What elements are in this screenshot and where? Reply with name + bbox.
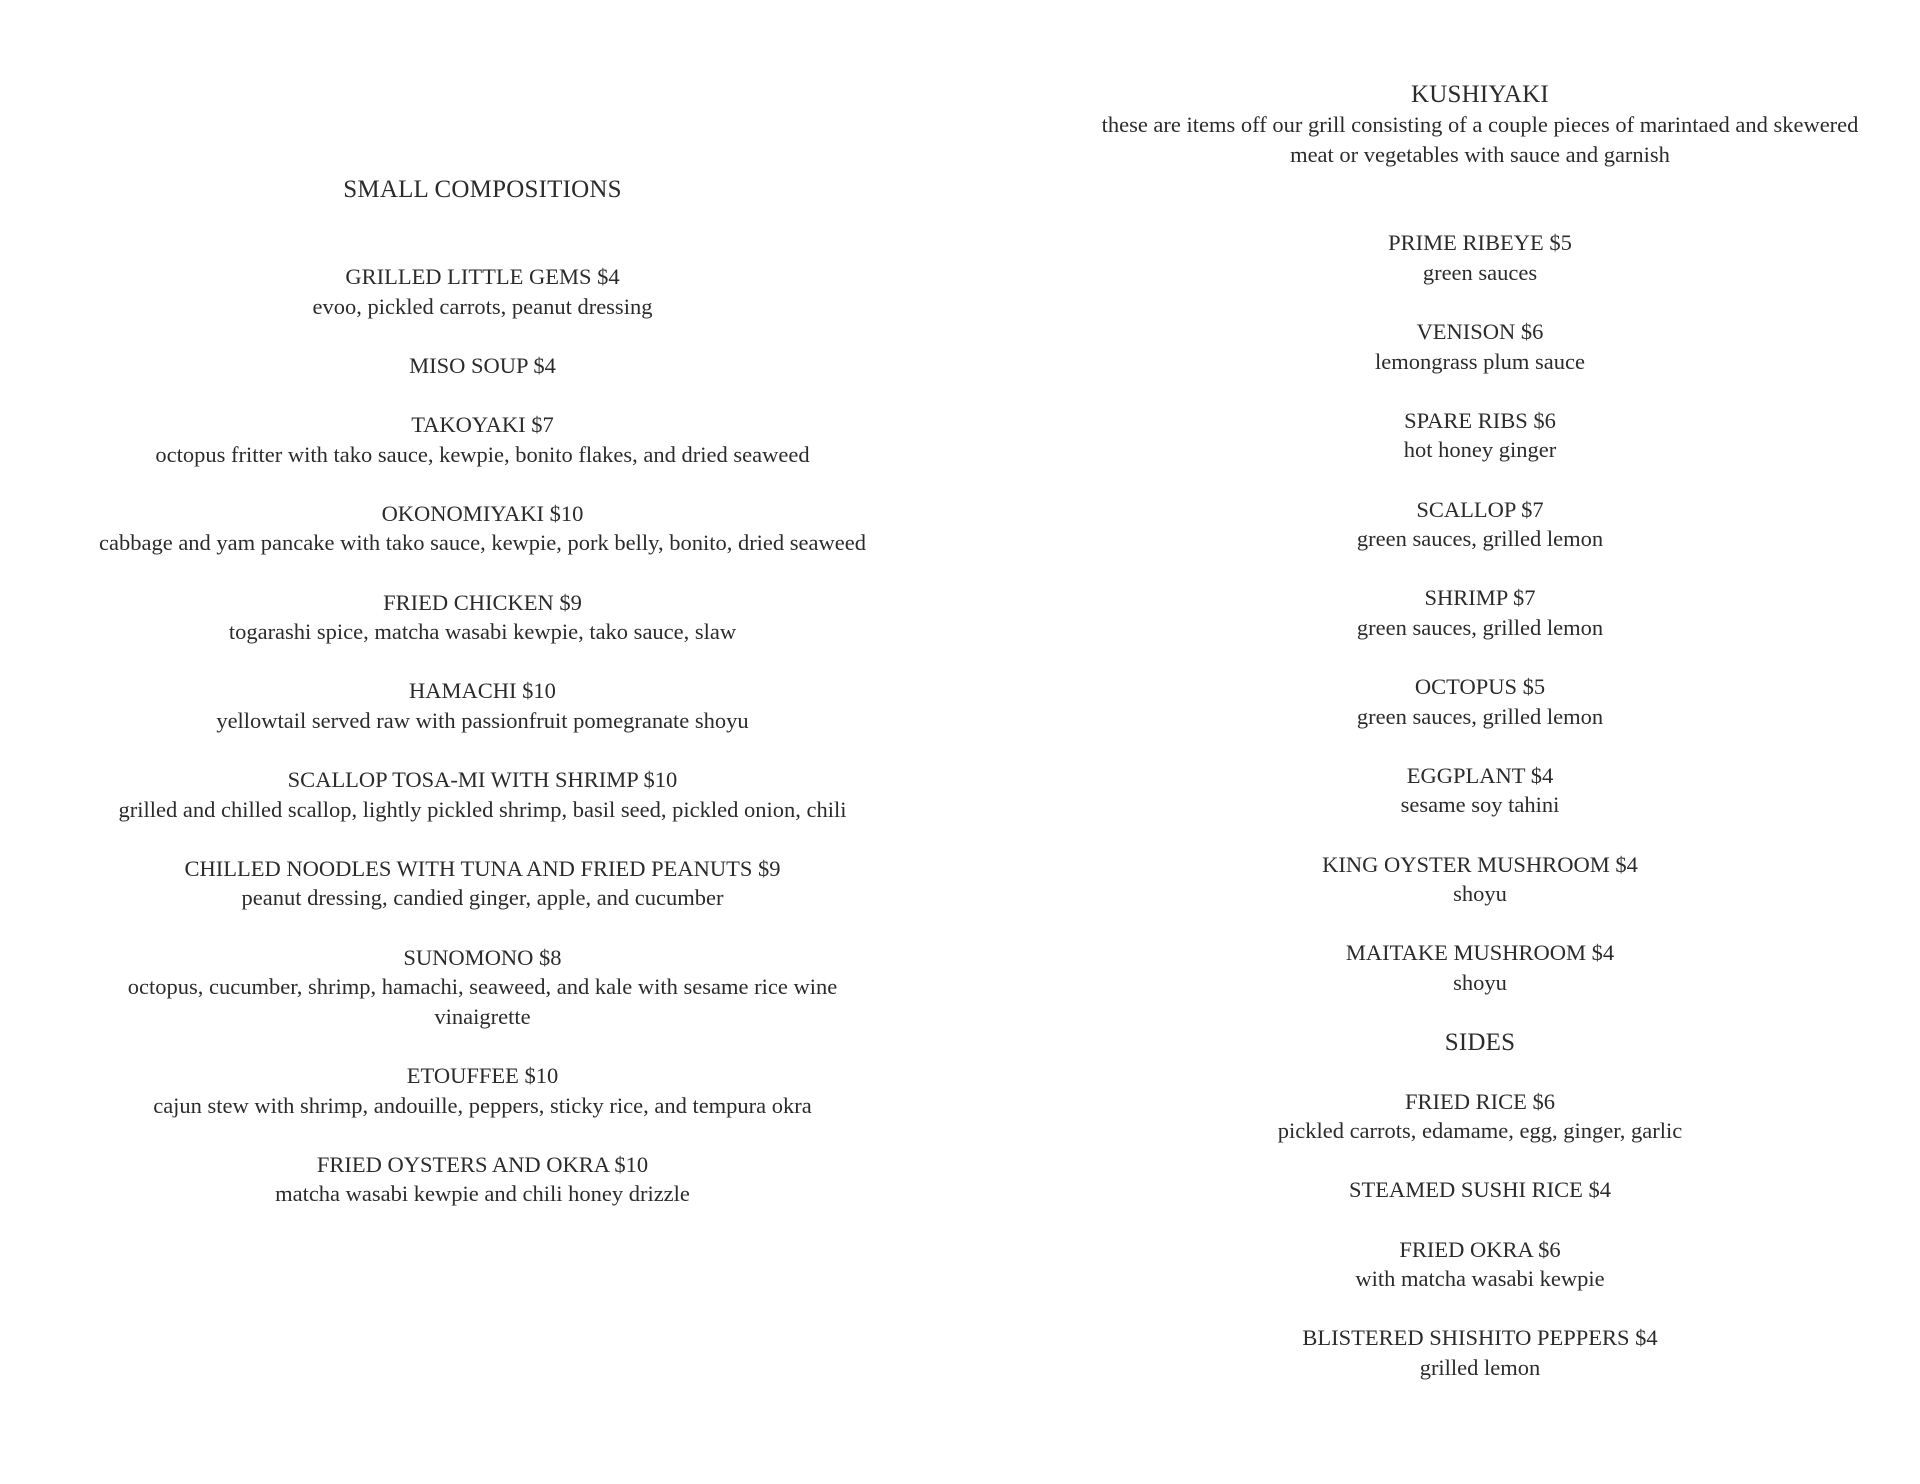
- menu-item-name: OKONOMIYAKI $10: [381, 500, 584, 526]
- menu-item-description: cabbage and yam pancake with tako sauce, kewpie, pork belly, bonito, dried seaweed: [99, 530, 866, 556]
- menu-item: [1080, 1323, 1880, 1382]
- menu-item: [80, 262, 885, 321]
- section-title-kushiyaki: KUSHIYAKI: [1411, 81, 1549, 108]
- small-compositions-column: [80, 175, 885, 1239]
- menu-item-name: FRIED OKRA $6: [1399, 1236, 1561, 1262]
- menu-item-name: BLISTERED SHISHITO PEPPERS $4: [1302, 1325, 1658, 1351]
- menu-item-name: EGGPLANT $4: [1406, 762, 1554, 788]
- menu-item-name: SCALLOP TOSA-MI WITH SHRIMP $10: [287, 767, 678, 793]
- menu-item-description: grilled and chilled scallop, lightly pickled shrimp, basil seed, pickled onion, chili: [118, 796, 847, 822]
- menu-item-name: TAKOYAKI $7: [411, 411, 554, 437]
- kushiyaki-description: these are items off our grill consisting of a couple pieces of marintaed and skewered meat or vegetables with sauce and garnish: [1101, 112, 1859, 167]
- right-column: [1080, 80, 1880, 1412]
- menu-item: [1080, 1087, 1880, 1146]
- kushiyaki-list: [1080, 228, 1880, 997]
- menu-item: [1080, 228, 1880, 287]
- menu-item-name: SUNOMONO $8: [403, 944, 562, 970]
- menu-item-name: SHRIMP $7: [1424, 585, 1536, 611]
- menu-item-name: SCALLOP $7: [1416, 496, 1544, 522]
- menu-item-description: grilled lemon: [1419, 1354, 1541, 1380]
- menu-item-name: VENISON $6: [1416, 318, 1544, 344]
- menu-item-name: MAITAKE MUSHROOM $4: [1345, 940, 1615, 966]
- menu-item: [80, 351, 885, 381]
- menu-item-description: togarashi spice, matcha wasabi kewpie, tako sauce, slaw: [228, 619, 737, 645]
- menu-item-description: sesame soy tahini: [1400, 792, 1560, 818]
- menu-item-name: CHILLED NOODLES WITH TUNA AND FRIED PEANUTS $9: [184, 855, 781, 881]
- menu-item-description: green sauces, grilled lemon: [1356, 526, 1604, 552]
- menu-item-name: GRILLED LITTLE GEMS $4: [345, 264, 620, 289]
- menu-item-description: pickled carrots, edamame, egg, ginger, garlic: [1277, 1118, 1683, 1144]
- section-title-small-compositions: SMALL COMPOSITIONS: [343, 176, 622, 203]
- menu-item: [1080, 938, 1880, 997]
- menu-item-name: KING OYSTER MUSHROOM $4: [1322, 851, 1638, 877]
- menu-item-name: FRIED CHICKEN $9: [383, 589, 582, 615]
- menu-item: [80, 1061, 885, 1120]
- menu-item: [1080, 672, 1880, 731]
- menu-item: [80, 410, 885, 469]
- menu-item-name: FRIED OYSTERS AND OKRA $10: [316, 1151, 649, 1177]
- menu-item: [1080, 1235, 1880, 1294]
- menu-item-description: green sauces, grilled lemon: [1356, 703, 1604, 729]
- menu-item-name: STEAMED SUSHI RICE $4: [1349, 1177, 1611, 1203]
- menu-item: [80, 676, 885, 735]
- menu-item: [1080, 406, 1880, 465]
- menu-item: [80, 943, 885, 1032]
- menu-item: [80, 499, 885, 558]
- menu-item-description: matcha wasabi kewpie and chili honey drizzle: [275, 1181, 690, 1207]
- menu-item: [1080, 850, 1880, 909]
- menu-item: [1080, 495, 1880, 554]
- menu-item: [1080, 1175, 1880, 1205]
- menu-item: [1080, 317, 1880, 376]
- menu-item: [80, 765, 885, 824]
- menu-item-name: MISO SOUP $4: [409, 352, 556, 378]
- menu-item-name: OCTOPUS $5: [1414, 674, 1546, 700]
- menu-item-description: green sauces, grilled lemon: [1356, 614, 1604, 640]
- menu-item-name: PRIME RIBEYE $5: [1388, 230, 1572, 256]
- menu-item-description: octopus fritter with tako sauce, kewpie, bonito flakes, and dried seaweed: [155, 441, 810, 467]
- menu-item-description: with matcha wasabi kewpie: [1355, 1266, 1605, 1292]
- menu-item-description: lemongrass plum sauce: [1375, 348, 1585, 374]
- small-compositions-list: [80, 262, 885, 1209]
- menu-item: [80, 1150, 885, 1209]
- sides-list: [1080, 1087, 1880, 1383]
- menu-item-description: octopus, cucumber, shrimp, hamachi, seaweed, and kale with sesame rice wine vinaigrette: [127, 974, 838, 1029]
- menu-item-description: shoyu: [1453, 881, 1507, 907]
- section-title-sides: SIDES: [1444, 1028, 1516, 1056]
- menu-item-description: cajun stew with shrimp, andouille, peppers, sticky rice, and tempura okra: [153, 1092, 812, 1118]
- menu-item-name: FRIED RICE $6: [1404, 1088, 1555, 1114]
- menu-item-description: peanut dressing, candied ginger, apple, and cucumber: [241, 885, 724, 911]
- menu-item: [1080, 583, 1880, 642]
- menu-item-name: ETOUFFEE $10: [406, 1063, 559, 1089]
- menu-item-description: shoyu: [1453, 970, 1507, 996]
- menu-item-description: evoo, pickled carrots, peanut dressing: [312, 293, 653, 319]
- menu-item: [80, 854, 885, 913]
- menu-item-description: yellowtail served raw with passionfruit pomegranate shoyu: [216, 707, 749, 733]
- menu-item: [1080, 761, 1880, 820]
- menu-item-name: SPARE RIBS $6: [1404, 407, 1556, 433]
- menu-item-name: HAMACHI $10: [409, 678, 556, 704]
- menu-item-description: green sauces: [1422, 259, 1538, 285]
- menu-item: [80, 588, 885, 647]
- menu-item-description: hot honey ginger: [1403, 437, 1557, 463]
